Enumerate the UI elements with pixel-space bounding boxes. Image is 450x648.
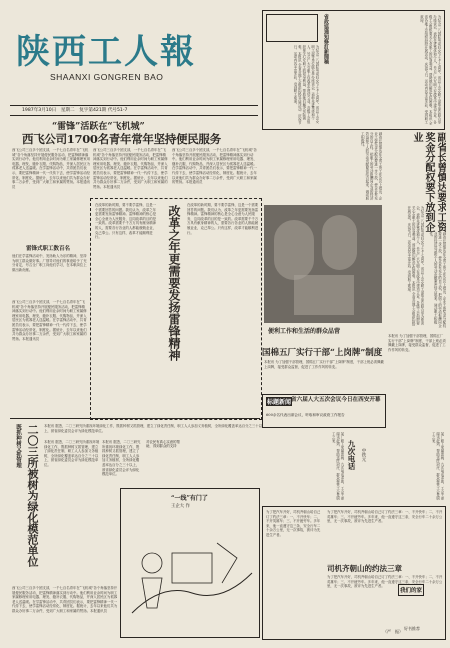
bottom-right-box xyxy=(262,506,446,640)
bottom-right-headline: 司机齐朝山的约法三章 xyxy=(327,564,402,573)
bottom-center-text: 本报讯 据悉，二〇三研究所重视环境绿化工作，既抓种树又抓管理，建立了绿化责任制，职工人人参加义务植树，全所绿化覆盖率达百分之三十以上，被省绿化委员会评为绿化模范单位。 xyxy=(102,440,141,477)
bottom-right-text-3: 为了把汽车开好，司机齐朝山给自己订了约法三章：一、不开快车；二、不开英雄车；三、不开疲劳车。多年来，他一直遵守这三条，安全行车二十余万公里，无一次事故，被评为先进生产者。 xyxy=(327,575,443,589)
lead-headline: 西飞公司1700名青年常年坚持便民服务 xyxy=(22,132,221,146)
cartoon-credit: 王企大 作 xyxy=(171,504,190,509)
dateline: 1987年3月10日 星期二 复字第421期 代号51-7 xyxy=(22,108,128,113)
vertical-story-text-2: 某厂职工家属患病，九次电话求助，工会干部闻讯赶到，帮助送医治疗，群众称赞工会是职工之家。 xyxy=(431,432,444,500)
bottom-left-kicker: 既抓种树又抓管理 xyxy=(15,424,21,468)
left-column-text: 他们在学雷锋活动中，发扬助人为乐的精神，坚持为职工群众做好事。厂领导对他们的事迹给予了充分肯定，号召全厂职工向他们学习，在本职岗位上做出新贡献。 xyxy=(12,254,87,272)
vertical-story-byline: 中铁元 xyxy=(361,448,366,462)
lead-body-2: 西飞公司三百多个团支部，一千七百名青年在“飞机城”各个角落坚持开展便民服务活动，把雷锋精神落实到行动中。他们利用业余时间为职工家属修理家用电器、理发、缝补衣服、代购物品，并深入居民区为孤寡老人送温暖。在学雷锋活动中，共青团员们表示，要把雷锋精神一代一代传下去，使学雷锋活动经常化、制度化。据统计，去年以来他们共为群众办好事二万余件，受到广大职工和家属的赞扬。本报通讯员 xyxy=(93,148,168,189)
right-vertical-text-2: 为纪念三八国际劳动妇女节七十七周年，省总工会女职工部等单位联合举办座谈会，表彰先进集体和个人，号召广大女职工在改革中建功立业。各级工会组织要关心女职工的切身利益，帮助她们解决实际困难。本报讯 全省各地工会组织纷纷开展活动，庆祝节日，活动内容丰富多彩，受到职工欢迎。 xyxy=(406,206,424,327)
photo-workers xyxy=(264,205,382,323)
masthead-pinyin: SHAANXI GONGREN BAO xyxy=(50,72,164,82)
mid-right-text-2: 本报讯 为了加强干部管理，国棉五厂实行干部“上岗牌”制度，干部上班必须佩戴上岗牌，接受群众监督，促进了工作作风的转变。 xyxy=(388,334,446,352)
left-column-text-2: 西飞公司三百多个团支部，一千七百名青年在“飞机城”各个角落坚持开展便民服务活动，把雷锋精神落实到行动中。他们利用业余时间为职工家属修理家用电器、理发、缝补衣服、代购物品，并深入居民区为孤寡老人送温暖。在学雷锋活动中，共青团员们表示，要把雷锋精神一代一代传下去，使学雷锋活动经常化、制度化。据统计，去年以来他们共为群众办好事二万余件，受到广大职工和家属的赞扬。本报通讯员 xyxy=(12,300,87,341)
lead-kicker: “雷锋”活跃在“飞机城” xyxy=(52,122,145,132)
cartoon-caption: “一线”有门了 xyxy=(171,495,208,502)
bottom-center-side-text: 对农民有真心实意的帮助，得到群众的支持 xyxy=(146,440,180,449)
right-vertical-headline: 副省长曾慎达要求工资奖金分配权要下放到企业 xyxy=(411,132,446,232)
center-box-headline: 改革之年更需要发扬雷锋精神 xyxy=(167,205,181,361)
news-flash-sub: 600余名代表出席会议，听取和审议政府工作报告 xyxy=(266,413,345,417)
lead-body-3: 西飞公司三百多个团支部，一千七百名青年在“飞机城”各个角落坚持开展便民服务活动，把雷锋精神落实到行动中。他们利用业余时间为职工家属修理家用电器、理发、缝补衣服、代购物品，并深入居民区为孤寡老人送温暖。在学雷锋活动中，共青团员们表示，要把雷锋精神一代一代传下去，使学雷锋活动经常化、制度化。据统计，去年以来他们共为群众办好事二万余件，受到广大职工和家属的赞扬。本报通讯员 xyxy=(172,148,257,185)
center-box-text-2: 在改革的新时期，要不要学雷锋，这是一个需要回答的问题。我们认为，改革之年更需要发扬雷锋精神。雷锋精神的核心是全心全意为人民服务，这同改革的目的是一致的。改革需要千千万万具有献身精神的人，需要各行各业的人都能兢兢业业，克己奉公。只有这样，改革才能顺利进行。 xyxy=(187,203,259,235)
small-ad: 我们的家 xyxy=(398,584,424,596)
cartoon-box xyxy=(120,488,260,638)
mid-right-text: 本报讯 为了加强干部管理，国棉五厂实行干部“上岗牌”制度，干部上班必须佩戴上岗牌，接受群众监督，促进了工作作风的转变。 xyxy=(264,360,384,369)
mid-right-headline: 国棉五厂实行干部“上岗牌”制度 xyxy=(262,348,383,358)
photo-caption: 便利工作和生活的群众品营 xyxy=(268,328,341,335)
center-box xyxy=(90,198,262,420)
news-flash xyxy=(262,394,386,428)
bottom-right-credit: （严 振） xyxy=(383,629,403,634)
sub-headline: 雷锋式职工数百名 xyxy=(26,246,71,252)
bottom-left-text-3: 西飞公司三百多个团支部，一千七百名青年在“飞机城”各个角落坚持开展便民服务活动，把雷锋精神落实到行动中。他们利用业余时间为职工家属修理家用电器、理发、缝补衣服、代购物品，并深入居民区为孤寡老人送温暖。在学雷锋活动中，共青团员们表示，要把雷锋精神一代一代传下去，使学雷锋活动经常化、制度化。据统计，去年以来他们共为群众办好事二万余件，受到广大职工和家属的赞扬。本报通讯员 xyxy=(12,586,118,613)
bottom-left-headline: 二〇三所被树为绿化模范单位 xyxy=(26,424,39,567)
bottom-right-text-2: 为了把汽车开好，司机齐朝山给自己订了约法三章：一、不开快车；二、不开英雄车；三、不开疲劳车。多年来，他一直遵守这三条，安全行车二十余万公里，无一次事故，被评为先进生产者。 xyxy=(327,510,443,524)
cartoon-drawing xyxy=(122,513,260,633)
top-right-box-title: 省政協通知修訂新聞稿 xyxy=(323,14,329,64)
top-right-box xyxy=(262,10,445,130)
lead-body-1: 西飞公司三百多个团支部，一千七百名青年在“飞机城”各个角落坚持开展便民服务活动，把雷锋精神落实到行动中。他们利用业余时间为职工家属修理家用电器、理发、缝补衣服、代购物品，并深入居民区为孤寡老人送温暖。在学雷锋活动中，共青团员们表示，要把雷锋精神一代一代传下去，使学雷锋活动经常化、制度化。据统计，去年以来他们共为群众办好事二万余件，受到广大职工和家属的赞扬。本报通讯员 xyxy=(12,148,90,189)
emblem: 好书推荐 xyxy=(404,626,420,631)
top-right-box-text: 为纪念三八国际劳动妇女节七十七周年，省总工会女职工部等单位联合举办座谈会，表彰先进集体和个人，号召广大女职工在改革中建功立业。各级工会组织要关心女职工的切身利益，帮助她们解决实际困难。本报讯 全省各地工会组织纷纷开展活动，庆祝节日，活动内容丰富多彩，受到职工欢迎。 xyxy=(419,15,441,125)
bottom-right-text-1: 为了把汽车开好，司机齐朝山给自己订了约法三章：一、不开快车；二、不开英雄车；三、不开疲劳车。多年来，他一直遵守这三条，安全行车二十余万公里，无一次事故，被评为先进生产者。 xyxy=(266,510,321,537)
news-flash-headline: 省六届人大五次会议今日在西安开幕 xyxy=(291,397,381,403)
center-box-text-1: 在改革的新时期，要不要学雷锋，这是一个需要回答的问题。我们认为，改革之年更需要发扬雷锋精神。雷锋精神的核心是全心全意为人民服务，这同改革的目的是一致的。改革需要千千万万具有献身精神的人，需要各行各业的人都能兢兢业业，克己奉公。只有这样，改革才能顺利进行。 xyxy=(95,203,157,240)
top-right-box-text-2: 为纪念三八国际劳动妇女节七十七周年，省总工会女职工部等单位联合举办座谈会，表彰先进集体和个人，号召广大女职工在改革中建功立业。各级工会组织要关心女职工的切身利益，帮助她们解决实际困难。本报讯 全省各地工会组织纷纷开展活动，庆祝节日，活动内容丰富多彩，受到职工欢迎。 xyxy=(292,45,319,125)
bottom-left-text-1: 本报讯 据悉，二〇三研究所重视环境绿化工作，既抓种树又抓管理，建立了绿化责任制，职工人人参加义务植树，全所绿化覆盖率达百分之三十以上，被省绿化委员会评为绿化模范单位。 xyxy=(44,424,263,433)
bottom-left-text-2: 本报讯 据悉，二〇三研究所重视环境绿化工作，既抓种树又抓管理，建立了绿化责任制，职工人人参加义务植树，全所绿化覆盖率达百分之三十以上，被省绿化委员会评为绿化模范单位。 xyxy=(44,440,100,467)
news-flash-kicker: 标题新闻 xyxy=(267,399,292,406)
vertical-story-text-1: 某厂职工家属患病，九次电话求助，工会干部闻讯赶到，帮助送医治疗，群众称赞工会是职工之家。 xyxy=(331,432,344,500)
right-vertical-text-1: 副省长曾慎达在全省工资工作会议上指出，企业工资奖金分配权要进一步下放，使企业有充分的自主权，把职工的劳动报酬同企业的经济效益和个人的劳动贡献紧密结合起来，调动职工积极性。 xyxy=(360,132,382,200)
masthead-title: 陕西工人報 xyxy=(16,32,196,72)
masthead xyxy=(14,10,204,106)
vertical-story-headline: 九次电话 xyxy=(347,440,356,470)
right-vertical-text-3: 副省长曾慎达在全省工资工作会议上指出，企业工资奖金分配权要进一步下放，使企业有充分的自主权，把职工的劳动报酬同企业的经济效益和个人的劳动贡献紧密结合起来，调动职工积极性。 xyxy=(428,232,446,328)
